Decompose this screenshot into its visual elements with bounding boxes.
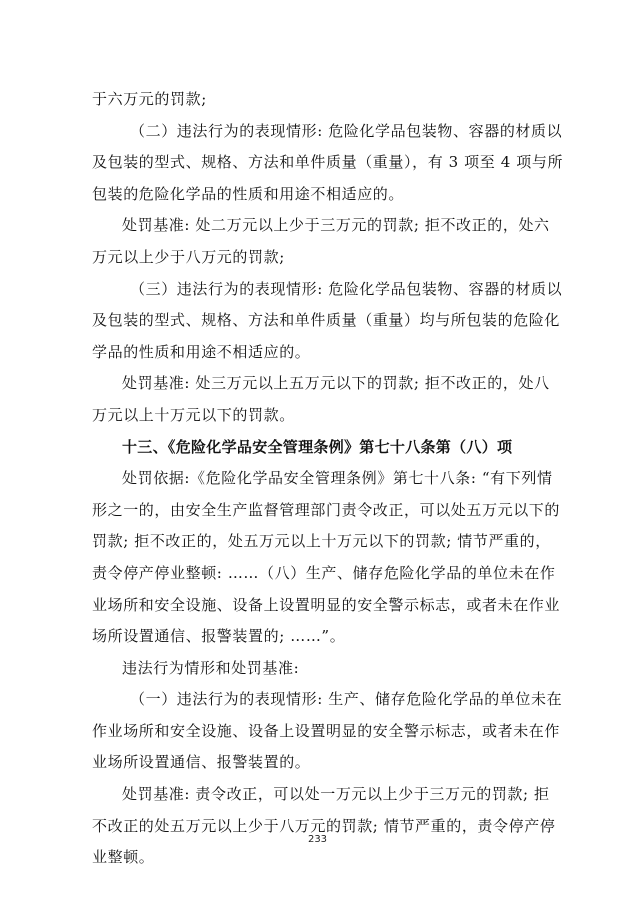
text-line: 责令停产停业整顿: ……（八）生产、储存危险化学品的单位未在作	[92, 563, 556, 582]
text-line: 形之一的，由安全生产监督管理部门责令改正，可以处五万元以下的	[92, 500, 561, 519]
text-line: 学品的性质和用途不相适应的。	[92, 342, 311, 361]
section-heading: 十三、《危险化学品安全管理条例》第七十八条第（八）项	[122, 437, 513, 456]
text-line: 作业场所和安全设施、设备上设置明显的安全警示标志，或者未在作	[92, 721, 561, 740]
text-line: 业整顿。	[92, 848, 155, 867]
text-line: 及包装的型式、规格、方法和单件质量（重量）均与所包装的危险化	[92, 311, 561, 330]
penalty-basis-line: 处罚依据:《危险化学品安全管理条例》第七十八条: “有下列情	[122, 469, 553, 488]
penalty-standard-line: 处罚基准: 责令改正，可以处一万元以上少于三万元的罚款; 拒	[122, 785, 550, 804]
text-line: 罚款; 拒不改正的，处五万元以上十万元以下的罚款; 情节严重的，	[92, 532, 551, 551]
paragraph-item-2-line: （二）违法行为的表现情形: 危险化学品包装物、容器的材质以	[130, 121, 563, 140]
penalty-standard-line: 处罚基准: 处二万元以上少于三万元的罚款; 拒不改正的，处六	[122, 216, 550, 235]
text-line: 万元以上少于八万元的罚款;	[92, 247, 285, 266]
paragraph-item-1-line: （一）违法行为的表现情形: 生产、储存危险化学品的单位未在	[130, 690, 563, 709]
subheading-line: 违法行为情形和处罚基准:	[122, 658, 300, 677]
text-line: 包装的危险化学品的性质和用途不相适应的。	[92, 184, 405, 203]
page-number: 233	[307, 834, 328, 845]
text-line: 业场所设置通信、报警装置的。	[92, 753, 311, 772]
text-line: 场所设置通信、报警装置的; ……”。	[92, 627, 346, 646]
paragraph-item-3-line: （三）违法行为的表现情形: 危险化学品包装物、容器的材质以	[130, 279, 563, 298]
penalty-standard-line: 处罚基准: 处三万元以上五万元以下的罚款; 拒不改正的，处八	[122, 374, 550, 393]
text-line: 于六万元的罚款;	[92, 90, 207, 108]
text-line: 业场所和安全设施、设备上设置明显的安全警示标志，或者未在作业	[92, 595, 561, 614]
text-line: 不改正的处五万元以上少于八万元的罚款; 情节严重的，责令停产停	[92, 816, 556, 835]
document-body	[92, 84, 564, 874]
text-line: 及包装的型式、规格、方法和单件质量（重量），有 3 项至 4 项与所	[92, 153, 564, 172]
text-line: 万元以上十万元以下的罚款。	[92, 405, 295, 424]
